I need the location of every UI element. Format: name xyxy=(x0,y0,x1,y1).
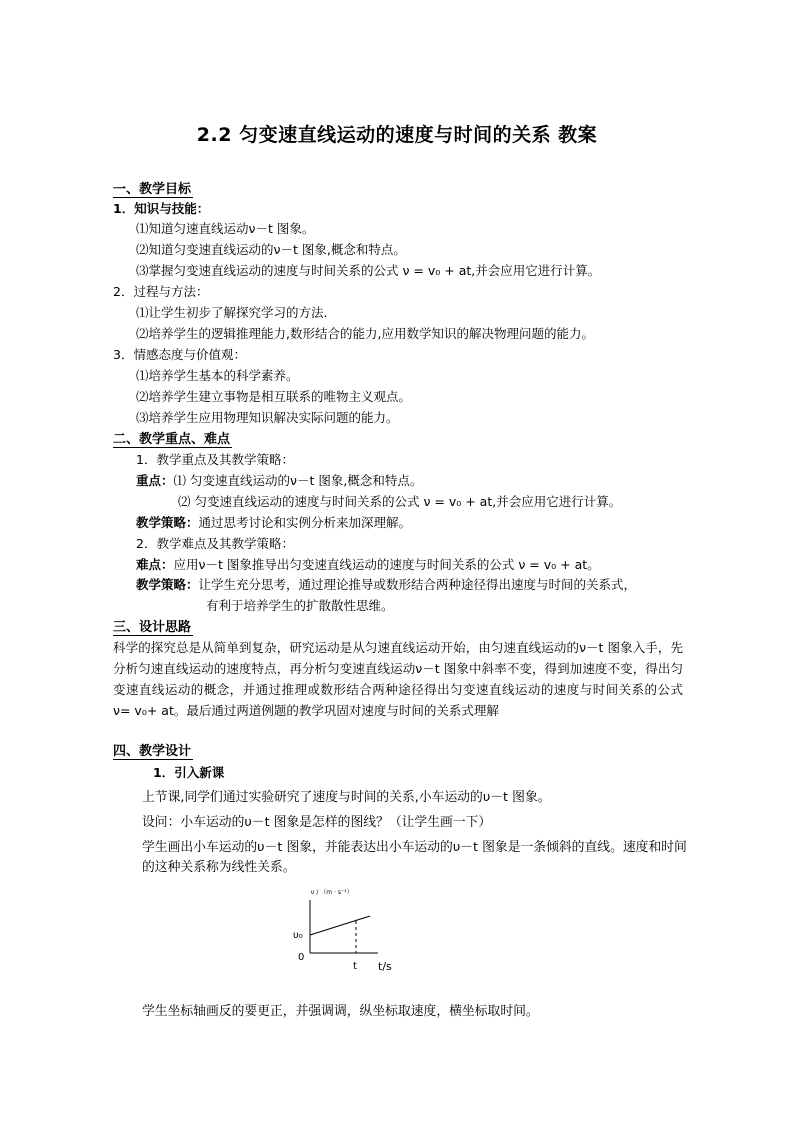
key-points-title: 1．教学重点及其教学策略： xyxy=(136,452,294,467)
section-heading-2: 二、教学重点、难点 xyxy=(113,432,231,447)
x-axis-label: t/s xyxy=(378,960,392,973)
process-item-2: ⑵培养学生的逻辑推理能力,数形结合的能力,应用数学知识的解决物理问题的能力。 xyxy=(136,326,594,341)
t-tick-label: t xyxy=(353,961,357,972)
origin-label: 0 xyxy=(298,952,305,963)
knowledge-item-2: ⑵知道匀变速直线运动的ν－t 图象,概念和特点。 xyxy=(136,242,406,257)
knowledge-item-1: ⑴知道匀速直线运动ν－t 图象。 xyxy=(136,221,315,236)
key-point-1: 重点：⑴ 匀变速直线运动的ν－t 图象,概念和特点。 xyxy=(136,473,423,488)
key-point-2: ⑵ 匀变速直线运动的速度与时间关系的公式 ν = v₀ + at,并会应用它进行计算。 xyxy=(178,494,622,509)
velocity-line xyxy=(310,916,370,935)
emotion-item-3: ⑶培养学生应用物理知识解决实际问题的能力。 xyxy=(136,410,399,425)
y-axis-label: υ / （m · s⁻¹） xyxy=(311,889,353,896)
knowledge-item-3: ⑶掌握匀变速直线运动的速度与时间关系的公式 ν = v₀ + at,并会应用它进行计算。 xyxy=(136,263,601,278)
page-title: 2.2 匀变速直线运动的速度与时间的关系 教案 xyxy=(196,124,598,146)
subsection-intro: 1．引入新课 xyxy=(153,765,225,780)
intro-line-2: 设问：小车运动的υ－t 图象是怎样的图线？（让学生画一下） xyxy=(142,815,492,830)
emotion-item-2: ⑵培养学生建立事物是相互联系的唯物主义观点。 xyxy=(136,389,412,404)
difficulty-strategy-cont: 有利于培养学生的扩散散性思维。 xyxy=(206,598,394,613)
design-paragraph: 科学的探究总是从简单到复杂，研究运动是从匀速直线运动开始，由匀速直线运动的ν－t 图象入手，先分析匀速直线运动的速度特点，再分析匀变速直线运动ν－t 图象中斜率不变，得到加速度不变，得出匀变速直线运动的概念，并通过推理或数形结合两种途径得出匀变速直线运动的速度与时间关系的公式 ν= v₀+ at。最后通过两道例题的教学巩固对速度与时间的关系式理解 xyxy=(113,640,683,718)
process-item-1: ⑴让学生初步了解探究学习的方法. xyxy=(136,305,328,320)
section-heading-3: 三、设计思路 xyxy=(113,620,192,635)
intro-line-3: 学生画出小车运动的υ－t 图象，并能表达出小车运动的υ－t 图象是一条倾斜的直线。速度和时间的这种关系称为线性关系。 xyxy=(142,840,687,875)
difficulty-title: 2．教学难点及其教学策略： xyxy=(136,536,294,551)
emotion-title: 3．情感态度与价值观： xyxy=(113,347,246,362)
emotion-item-1: ⑴培养学生基本的科学素养。 xyxy=(136,368,299,383)
intro-line-1: 上节课,同学们通过实验研究了速度与时间的关系,小车运动的υ－t 图象。 xyxy=(142,790,551,805)
difficulty-point: 难点：应用ν－t 图象推导出匀变速直线运动的速度与时间关系的公式 ν = v₀ + at。 xyxy=(136,557,600,572)
closing-line: 学生坐标轴画反的要更正，并强调调，纵坐标取速度，横坐标取时间。 xyxy=(142,1004,539,1019)
key-strategy: 教学策略：通过思考讨论和实例分析来加深理解。 xyxy=(136,515,412,530)
knowledge-title: 1．知识与技能： xyxy=(113,201,210,216)
process-title: 2．过程与方法： xyxy=(113,284,209,299)
v0-label: υ₀ xyxy=(293,930,303,941)
section-heading-1: 一、教学目标 xyxy=(113,182,192,197)
vt-graph xyxy=(290,880,410,980)
section-heading-4: 四、教学设计 xyxy=(113,744,192,759)
difficulty-strategy: 教学策略：让学生充分思考，通过理论推导或数形结合两种途径得出速度与时间的关系式， xyxy=(136,577,637,592)
